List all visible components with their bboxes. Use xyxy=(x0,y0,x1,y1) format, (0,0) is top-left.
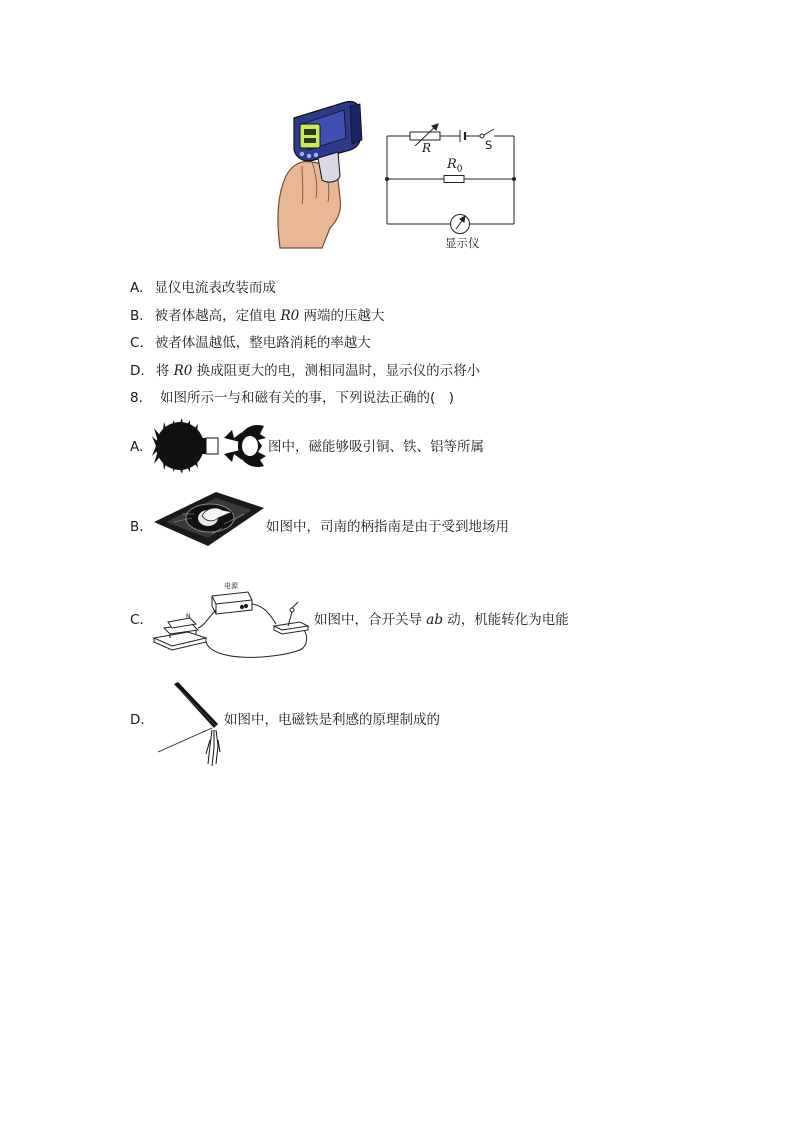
question-number: 8. xyxy=(130,390,143,406)
circuit-diagram xyxy=(380,122,525,252)
power-label: 电源 xyxy=(224,582,238,590)
label-r: R xyxy=(422,141,432,155)
label-r0 xyxy=(447,157,463,175)
option-letter: B. xyxy=(130,519,144,535)
option-text: 显仪电流表改装而成 xyxy=(154,280,276,296)
sinan-compass-image xyxy=(152,488,266,548)
electromagnet-image xyxy=(156,680,224,768)
option-text-post: 动，机能转化为电能 xyxy=(443,612,569,628)
option-text-pre: 被者体越高，定值电 xyxy=(154,308,281,324)
option-text: 如图中，电磁铁是利感的原理制成的 xyxy=(224,712,440,728)
label-r0-main: R xyxy=(447,157,457,172)
q7-option-a xyxy=(130,277,276,297)
label-r0-sub: 0 xyxy=(456,164,463,175)
thermometer-figure xyxy=(272,98,372,250)
option-letter: C. xyxy=(130,612,144,628)
option-variable: ab xyxy=(426,612,443,628)
option-variable: R0 xyxy=(280,308,300,324)
option-text: 如图中，司南的柄指南是由于受到地场用 xyxy=(266,519,509,535)
q8-stem xyxy=(130,387,454,407)
question-text: 如图所示一与和磁有关的事，下列说法正确的( ) xyxy=(159,390,455,406)
q7-option-c xyxy=(130,332,371,352)
option-letter: C. xyxy=(130,335,144,351)
label-display: 显示仪 xyxy=(445,236,480,250)
option-text: 图中，磁能够吸引铜、铁、铝等所属 xyxy=(268,439,484,455)
n-pole-label: N xyxy=(186,613,191,620)
option-text-group xyxy=(314,611,569,629)
option-text-pre: 将 xyxy=(155,363,174,379)
option-letter: A. xyxy=(130,280,144,296)
thermometer-gun-image xyxy=(272,98,372,250)
option-letter: D. xyxy=(130,712,145,728)
option-text: 被者体温越低，整电路消耗的率越大 xyxy=(154,335,371,351)
q7-option-b xyxy=(130,305,385,325)
option-letter: B. xyxy=(130,308,144,324)
option-text-pre: 如图中，合开关导 xyxy=(314,612,427,628)
q7-option-d xyxy=(130,360,480,380)
label-s: S xyxy=(485,138,493,152)
magnet-iron-filings-image xyxy=(152,416,268,474)
option-text-post: 两端的压越大 xyxy=(299,308,385,324)
option-variable: R0 xyxy=(173,363,193,379)
option-letter: A. xyxy=(130,439,144,455)
option-letter: D. xyxy=(130,363,145,379)
option-text-post: 换成阻更大的电，测相同温时，显示仪的示将小 xyxy=(192,363,481,379)
generator-experiment-image xyxy=(152,578,316,662)
circuit-svg xyxy=(380,122,525,252)
